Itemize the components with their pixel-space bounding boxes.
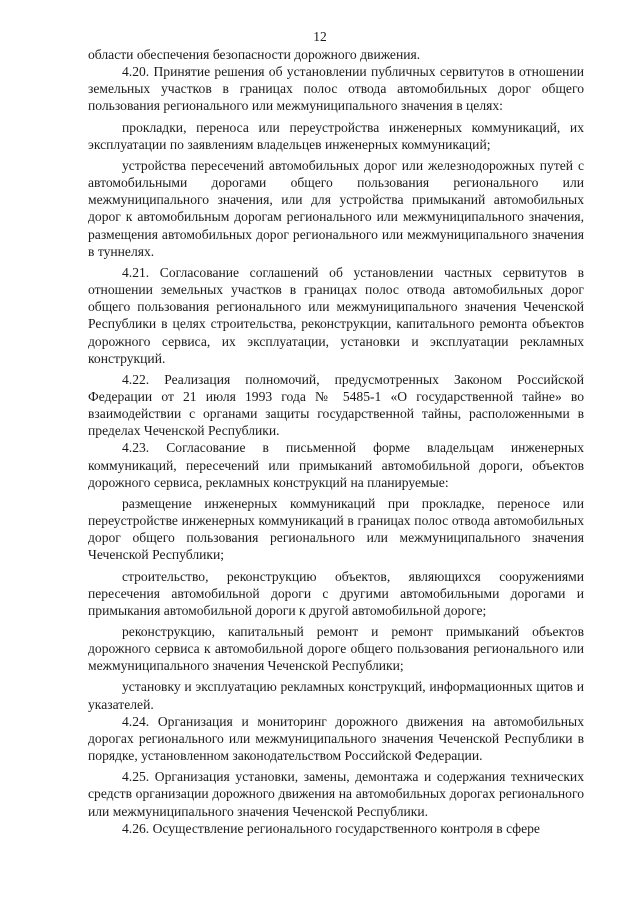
paragraph-4-23-item-b: строительство, реконструкцию объектов, являющихся сооружениями пересечения автомобильной дороги с другими автомобильными дорогами и примыкания автомобильной дороги к другой автомобильной дороге; xyxy=(88,568,584,618)
paragraph-4-23-item-d: установку и эксплуатацию рекламных конструкций, информационных щитов и указателей. xyxy=(88,679,584,712)
paragraph-4-25: 4.25. Организация установки, замены, демонтажа и содержания технических средств организации дорожного движения на автомобильных дорогах регионального или межмуниципального значения Чеченской Республики. xyxy=(88,769,584,819)
paragraph-4-20-item-b: устройства пересечений автомобильных дорог или железнодорожных путей с автомобильными дорогами общего пользования регионального или межмуниципального значения, или для устройства примыканий автомобильных дорог к автомобильным дорогам регионального или межмуниципального значения, размещения автомобильных дорог регионального или межмуниципального значения в туннелях. xyxy=(88,157,584,259)
paragraph-4-26: 4.26. Осуществление регионального государственного контроля в сфере xyxy=(122,820,540,836)
paragraph-continuation: области обеспечения безопасности дорожного движения. xyxy=(88,47,421,62)
paragraph-4-20-item-a: прокладки, переноса или переустройства инженерных коммуникаций, их эксплуатации по заявлениям владельцев инженерных коммуникаций; xyxy=(88,119,584,152)
page-number: 12 xyxy=(313,29,327,44)
paragraph-4-22: 4.22. Реализация полномочий, предусмотренных Законом Российской Федерации от 21 июля 1993 года № 5485-1 «О государственной тайне» во взаимодействии с органами защиты государственной тайны, расположенными в пределах Чеченской Республики. xyxy=(88,371,584,439)
paragraph-4-21: 4.21. Согласование соглашений об установлении частных сервитутов в отношении земельных участков в границах полос отвода автомобильных дорог общего пользования регионального или межмуниципального значения Чеченской Республики в целях строительства, реконструкции, капитального ремонта объектов дорожного сервиса, их эксплуатации, установки и эксплуатации рекламных конструкций. xyxy=(88,264,584,366)
paragraph-4-23-item-a: размещение инженерных коммуникаций при прокладке, переносе или переустройстве инженерных коммуникаций в границах полос отвода автомобильных дорог общего пользования регионального или межмуниципального значения Чеченской Республики; xyxy=(88,495,584,563)
paragraph-4-23: 4.23. Согласование в письменной форме владельцам инженерных коммуникаций, пересечений или примыканий автомобильной дороги, объектов дорожного сервиса, рекламных конструкций на планируемые: xyxy=(88,440,584,490)
paragraph-4-20: 4.20. Принятие решения об установлении публичных сервитутов в отношении земельных участков в границах полос отвода автомобильных дорог общего пользования регионального или межмуниципального значения в целях: xyxy=(88,64,584,114)
paragraph-4-23-item-c: реконструкцию, капитальный ремонт и ремонт примыканий объектов дорожного сервиса к автомобильной дороге общего пользования регионального или межмуниципального значения Чеченской Республики; xyxy=(88,624,584,674)
paragraph-4-24: 4.24. Организация и мониторинг дорожного движения на автомобильных дорогах регионального или межмуниципального значения Чеченской Республики в порядке, установленном законодательством Российской Федерации. xyxy=(88,713,584,764)
document-body xyxy=(88,46,584,837)
